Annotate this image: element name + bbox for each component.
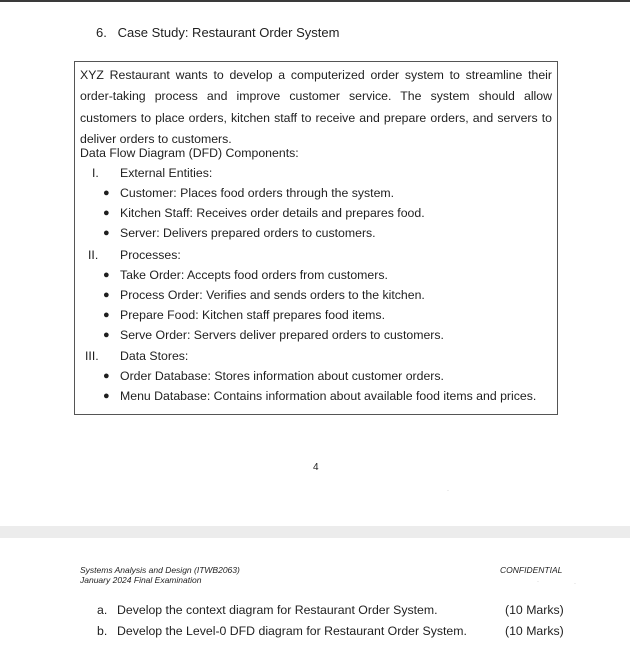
bullet-dot: ● <box>103 207 110 219</box>
task-b-marks: (10 Marks) <box>505 624 564 638</box>
bullet-dot: ● <box>103 309 110 321</box>
list-item-take-order: Take Order: Accepts food orders from customers. <box>120 268 388 282</box>
footer-exam: January 2024 Final Examination <box>80 575 202 585</box>
section-title-processes: Processes: <box>120 248 181 262</box>
list-item-kitchen-staff: Kitchen Staff: Receives order details and prepares food. <box>120 206 425 220</box>
bullet-dot: ● <box>103 329 110 341</box>
bullet-dot: ● <box>103 390 110 402</box>
task-b <box>97 624 467 638</box>
footer-course: Systems Analysis and Design (ITWB2063) <box>80 565 240 575</box>
question-number: 6. <box>96 25 107 40</box>
scan-speck: · <box>574 581 576 587</box>
question-title <box>96 25 339 40</box>
dfd-heading: Data Flow Diagram (DFD) Components: <box>80 146 299 160</box>
section-numeral-3: III. <box>85 349 99 363</box>
page-number: 4 <box>313 462 319 473</box>
list-item-menu-database: Menu Database: Contains information about available food items and prices. <box>120 389 537 403</box>
list-item-order-database: Order Database: Stores information about customer orders. <box>120 369 444 383</box>
task-a <box>97 603 438 617</box>
scan-speck: · <box>537 579 539 585</box>
task-b-label: b. <box>97 624 108 638</box>
question-title-text: Case Study: Restaurant Order System <box>117 25 340 40</box>
task-a-label: a. <box>97 603 108 617</box>
list-item-server: Server: Delivers prepared orders to customers. <box>120 226 376 240</box>
bullet-dot: ● <box>103 289 110 301</box>
bullet-dot: ● <box>103 269 110 281</box>
footer-course-info <box>80 565 240 585</box>
section-numeral-2: II. <box>88 248 99 262</box>
list-item-process-order: Process Order: Verifies and sends orders to the kitchen. <box>120 288 425 302</box>
task-b-text: Develop the Level-0 DFD diagram for Restaurant Order System. <box>117 624 467 638</box>
bullet-dot: ● <box>103 227 110 239</box>
page-1 <box>0 2 630 526</box>
section-title-external-entities: External Entities: <box>120 166 213 180</box>
page-gap <box>0 526 630 538</box>
case-study-box <box>74 61 558 415</box>
page-2 <box>0 538 630 645</box>
list-item-serve-order: Serve Order: Servers deliver prepared orders to customers. <box>120 328 444 342</box>
list-item-customer: Customer: Places food orders through the system. <box>120 186 395 200</box>
task-a-text: Develop the context diagram for Restaurant Order System. <box>117 603 438 617</box>
footer-classification: CONFIDENTIAL <box>500 565 563 575</box>
section-numeral-1: I. <box>92 166 99 180</box>
scan-speck: · <box>447 488 449 494</box>
bullet-dot: ● <box>103 187 110 199</box>
section-title-data-stores: Data Stores: <box>120 349 189 363</box>
case-intro-paragraph: XYZ Restaurant wants to develop a computerized order system to streamline their order-taking process and improve customer service. The system should allow customers to place orders, kitchen staff to receive and prepare orders, and servers to deliver orders to customers. <box>80 68 552 146</box>
bullet-dot: ● <box>103 370 110 382</box>
list-item-prepare-food: Prepare Food: Kitchen staff prepares food items. <box>120 308 385 322</box>
task-a-marks: (10 Marks) <box>505 603 564 617</box>
